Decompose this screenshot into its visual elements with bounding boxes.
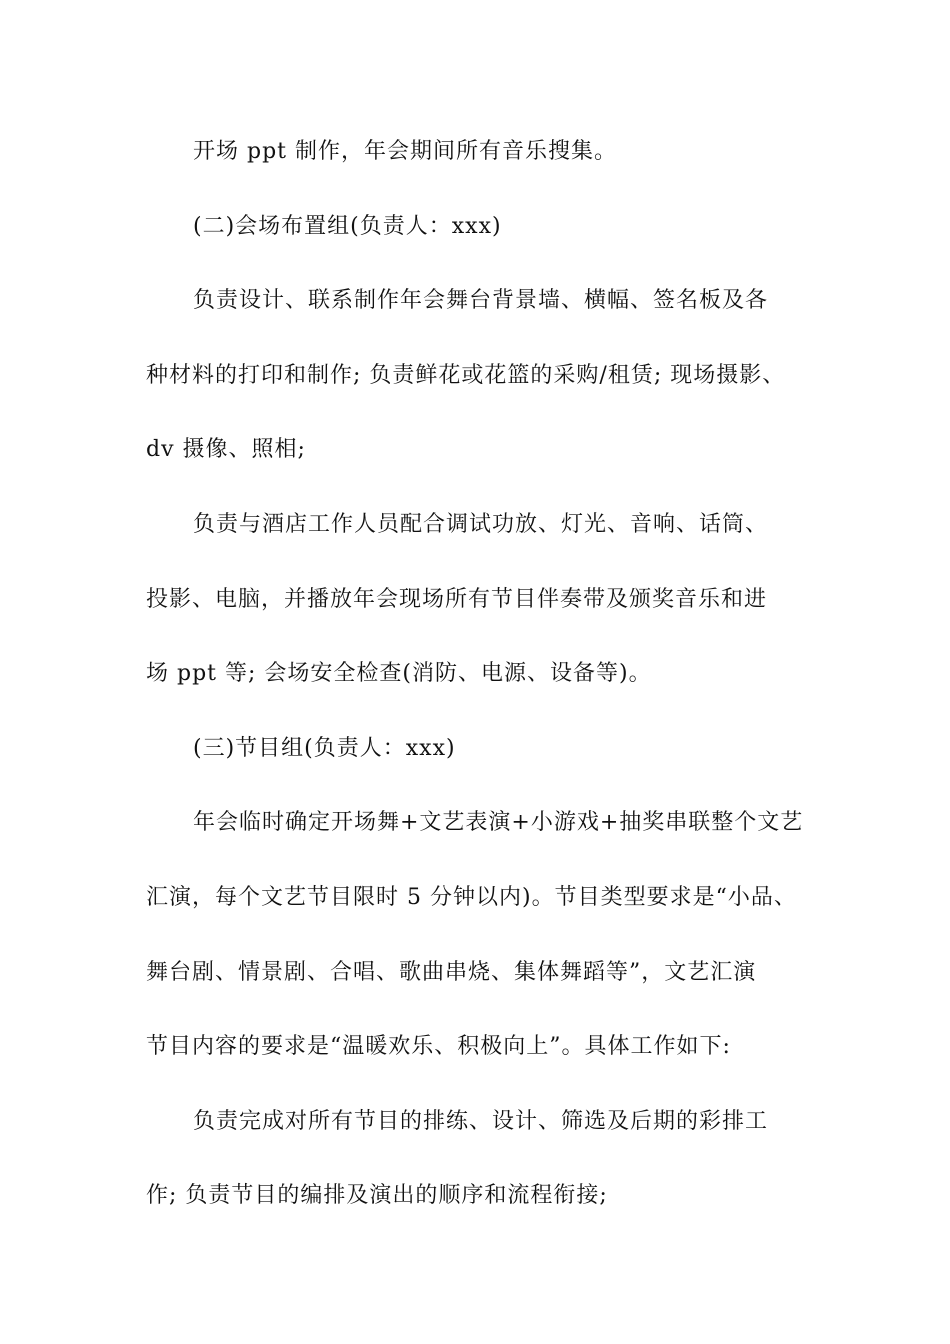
paragraph-line: 投影、电脑，并播放年会现场所有节目伴奏带及颁奖音乐和进	[146, 586, 768, 612]
paragraph-line: 汇演，每个文艺节目限时 5 分钟以内)。节目类型要求是“小品、	[146, 884, 797, 910]
paragraph-line: 场 ppt 等; 会场安全检查(消防、电源、设备等)。	[146, 661, 652, 687]
paragraph-line: 作; 负责节目的编排及演出的顺序和流程衔接;	[146, 1183, 608, 1209]
paragraph-line: 负责设计、联系制作年会舞台背景墙、横幅、签名板及各	[193, 288, 769, 314]
paragraph-line: 种材料的打印和制作; 负责鲜花或花篮的采购/租赁; 现场摄影、	[146, 362, 786, 388]
section-heading: (二)会场布置组(负责人：xxx)	[193, 213, 502, 239]
paragraph-line: 舞台剧、情景剧、合唱、歌曲串烧、集体舞蹈等”，文艺汇演	[146, 959, 757, 985]
paragraph-line: 节目内容的要求是“温暖欢乐、积极向上”。具体工作如下:	[146, 1034, 731, 1060]
paragraph-line: dv 摄像、照相;	[146, 437, 306, 463]
paragraph-line: 负责与酒店工作人员配合调试功放、灯光、音响、话筒、	[193, 511, 769, 537]
paragraph-line: 开场 ppt 制作，年会期间所有音乐搜集。	[193, 139, 617, 164]
paragraph-line: 年会临时确定开场舞+文艺表演+小游戏+抽奖串联整个文艺	[193, 810, 804, 836]
document-body	[146, 127, 826, 1246]
section-heading: (三)节目组(负责人：xxx)	[193, 735, 456, 761]
paragraph-line: 负责完成对所有节目的排练、设计、筛选及后期的彩排工	[193, 1108, 769, 1134]
